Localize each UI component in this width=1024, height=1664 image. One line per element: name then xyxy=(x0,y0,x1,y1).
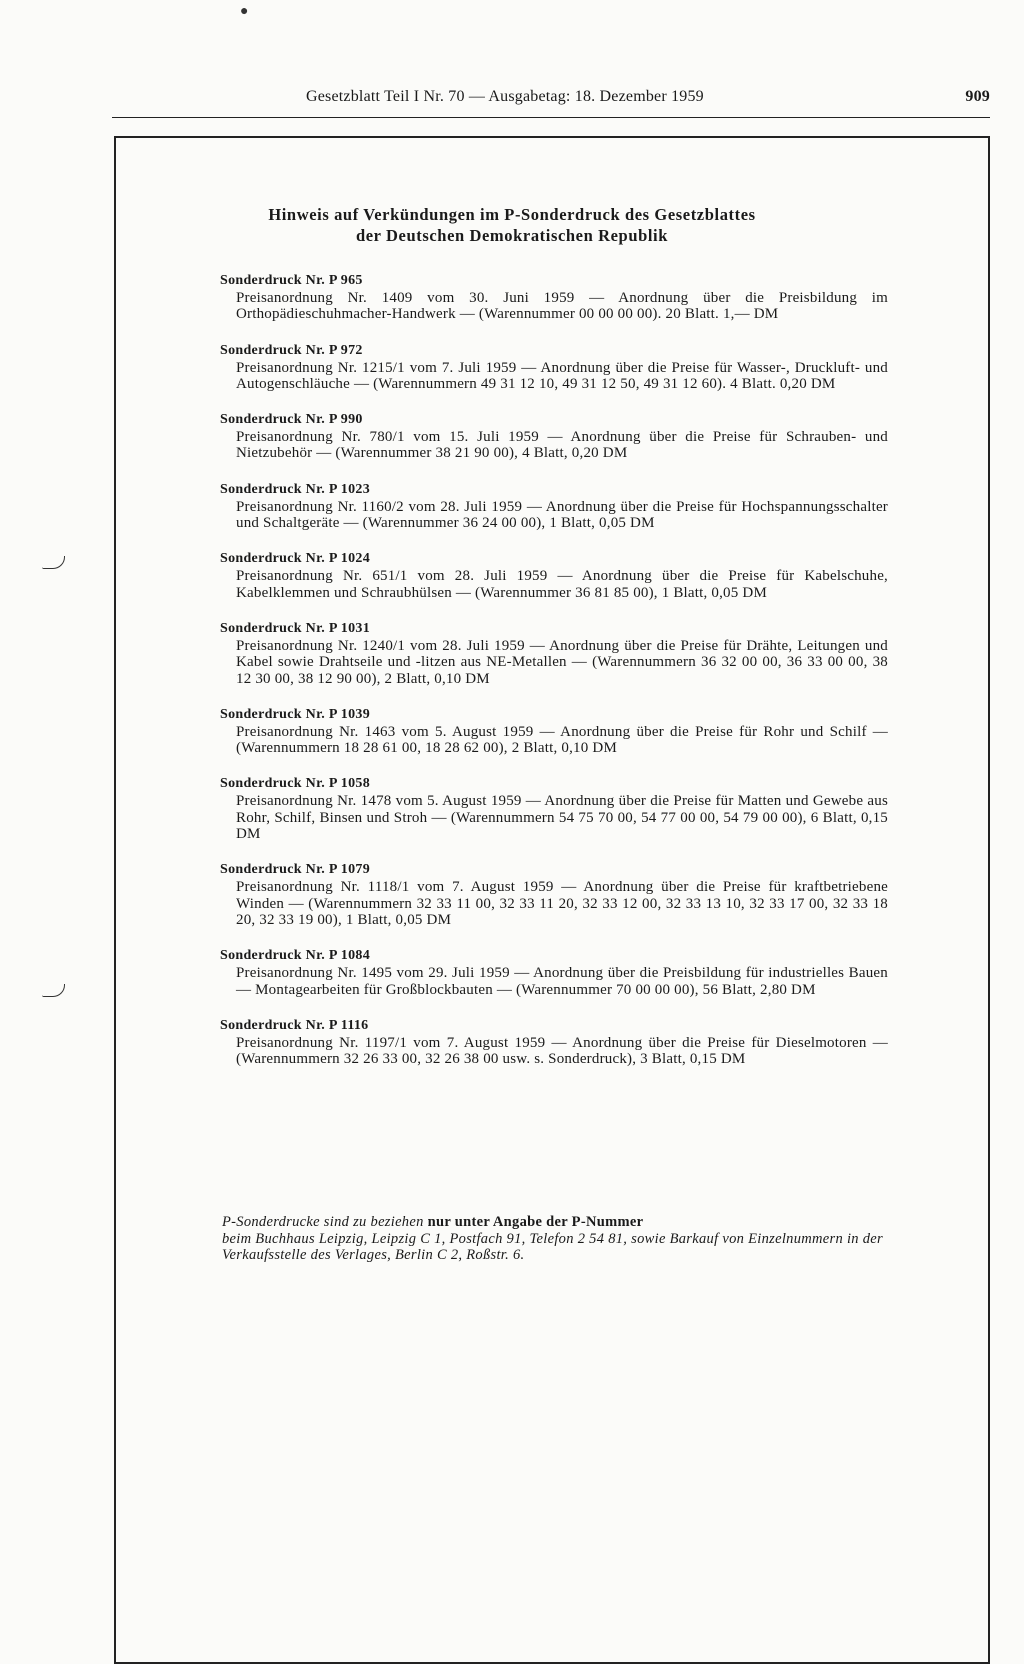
margin-pencil-mark xyxy=(42,984,65,997)
list-item xyxy=(220,861,888,928)
entry-heading: Sonderdruck Nr. P 965 xyxy=(220,273,363,288)
entry-heading: Sonderdruck Nr. P 1031 xyxy=(220,620,370,636)
list-item xyxy=(220,775,888,842)
entry-body: Preisanordnung Nr. 1197/1 vom 7. August 1959 — Anordnung über die Preise für Dieselmotoren — (Warennummern 32 26 33 00, 32 26 38 00 usw. s. Sonderdruck), 3 Blatt, 0,15 DM xyxy=(236,1034,888,1068)
entry-body: Preisanordnung Nr. 1240/1 vom 28. Juli 1959 — Anordnung über die Preise für Drähte, Leitungen und Kabel sowie Drahtseile und -litzen aus NE-Metallen — (Warennummern 36 32 00 00, 36 33 00 00, 38 12 30 00, 38 12 90 00), 2 Blatt, 0,10 DM xyxy=(236,637,888,687)
list-item xyxy=(220,411,888,462)
notice-title-line-2: der Deutschen Demokratischen Republik xyxy=(355,226,669,245)
entry-heading: Sonderdruck Nr. P 972 xyxy=(220,342,363,358)
entry-body: Preisanordnung Nr. 1463 vom 5. August 1959 — Anordnung über die Preise für Rohr und Schilf — (Warennummern 18 28 61 00, 18 28 62 00), 2 Blatt, 0,10 DM xyxy=(236,723,888,757)
list-item xyxy=(220,947,888,998)
entry-body: Preisanordnung Nr. 1215/1 vom 7. Juli 1959 — Anordnung über die Preise für Wasser-, Druckluft- und Autogenschläuche — (Warennummern 49 31 12 10, 49 31 12 50, 49 31 12 60). 4 Blatt. 0,20 DM xyxy=(236,359,888,392)
entry-heading: Sonderdruck Nr. P 1116 xyxy=(220,1017,369,1033)
list-item xyxy=(220,272,888,323)
margin-pencil-mark xyxy=(42,556,65,569)
list-item xyxy=(220,481,888,532)
entry-body: Preisanordnung Nr. 1160/2 vom 28. Juli 1959 — Anordnung über die Preise für Hochspannungsschalter und Schaltgeräte — (Warennummer 36 24 00 00), 1 Blatt, 0,05 DM xyxy=(236,498,888,532)
list-item xyxy=(220,620,888,687)
notice-title-line-1: Hinweis auf Verkündungen im P-Sonderdruck des Gesetzblattes xyxy=(268,205,756,224)
entry-body: Preisanordnung Nr. 651/1 vom 28. Juli 1959 — Anordnung über die Preise für Kabelschuhe, Kabelklemmen und Schraubhülsen — (Warennummer 36 81 85 00), 1 Blatt, 0,05 DM xyxy=(236,568,888,601)
scan-speck: ● xyxy=(240,4,249,19)
list-item xyxy=(220,342,888,393)
page-number: 909 xyxy=(965,88,990,105)
running-header xyxy=(280,88,990,112)
entry-body: Preisanordnung Nr. 1409 vom 30. Juni 1959 — Anordnung über die Preisbildung im Orthopädieschuhmacher-Handwerk — (Warennummer 00 00 00 00). 20 Blatt. 1,— DM xyxy=(236,290,888,323)
entry-body: Preisanordnung Nr. 1118/1 vom 7. August 1959 — Anordnung über die Preise für kraftbetriebene Winden — (Warennummern 32 33 11 00, 32 33 11 20, 32 33 12 00, 32 33 13 10, 32 33 17 00, 32 33 18 20, 32 33 19 00), 1 Blatt, 0,05 DM xyxy=(236,879,888,928)
list-item xyxy=(220,706,888,757)
note-part-2-bold: nur unter Angabe der P-Nummer xyxy=(427,1214,644,1230)
entry-heading: Sonderdruck Nr. P 1058 xyxy=(220,776,370,792)
note-part-1: P-Sonderdrucke sind zu beziehen xyxy=(222,1214,424,1230)
entry-heading: Sonderdruck Nr. P 1079 xyxy=(220,862,370,878)
list-item xyxy=(220,1017,888,1068)
notice-title xyxy=(0,204,1024,246)
entry-heading: Sonderdruck Nr. P 990 xyxy=(220,412,363,428)
entry-heading: Sonderdruck Nr. P 1039 xyxy=(220,706,370,722)
header-rule xyxy=(112,117,990,118)
entry-body: Preisanordnung Nr. 1478 vom 5. August 1959 — Anordnung über die Preise für Matten und Gewebe aus Rohr, Schilf, Binsen und Stroh — (Warennummern 54 75 70 00, 54 77 00 00, 54 79 00 00), 6 Blatt, 0,15 DM xyxy=(236,793,888,843)
list-item xyxy=(220,550,888,601)
entry-heading: Sonderdruck Nr. P 1023 xyxy=(220,481,370,497)
header-text: Gesetzblatt Teil I Nr. 70 — Ausgabetag: 18. Dezember 1959 xyxy=(306,88,704,105)
entry-heading: Sonderdruck Nr. P 1084 xyxy=(220,948,370,964)
entry-list xyxy=(220,272,888,1086)
entry-body: Preisanordnung Nr. 1495 vom 29. Juli 1959 — Anordnung über die Preisbildung für industrielles Bauen — Montagearbeiten für Großblockbauten — (Warennummer 70 00 00 00), 56 Blatt, 2,80 DM xyxy=(236,965,888,998)
entry-body: Preisanordnung Nr. 780/1 vom 15. Juli 1959 — Anordnung über die Preise für Schrauben- und Nietzubehör — (Warennummer 38 21 90 00), 4 Blatt, 0,20 DM xyxy=(236,429,888,462)
note-part-3: beim Buchhaus Leipzig, Leipzig C 1, Postfach 91, Telefon 2 54 81, sowie Barkauf von Einzelnummern in der Verkaufsstelle des Verlages, Berlin C 2, Roßstr. 6. xyxy=(222,1230,883,1263)
ordering-note xyxy=(222,1214,886,1264)
entry-heading: Sonderdruck Nr. P 1024 xyxy=(220,551,370,567)
